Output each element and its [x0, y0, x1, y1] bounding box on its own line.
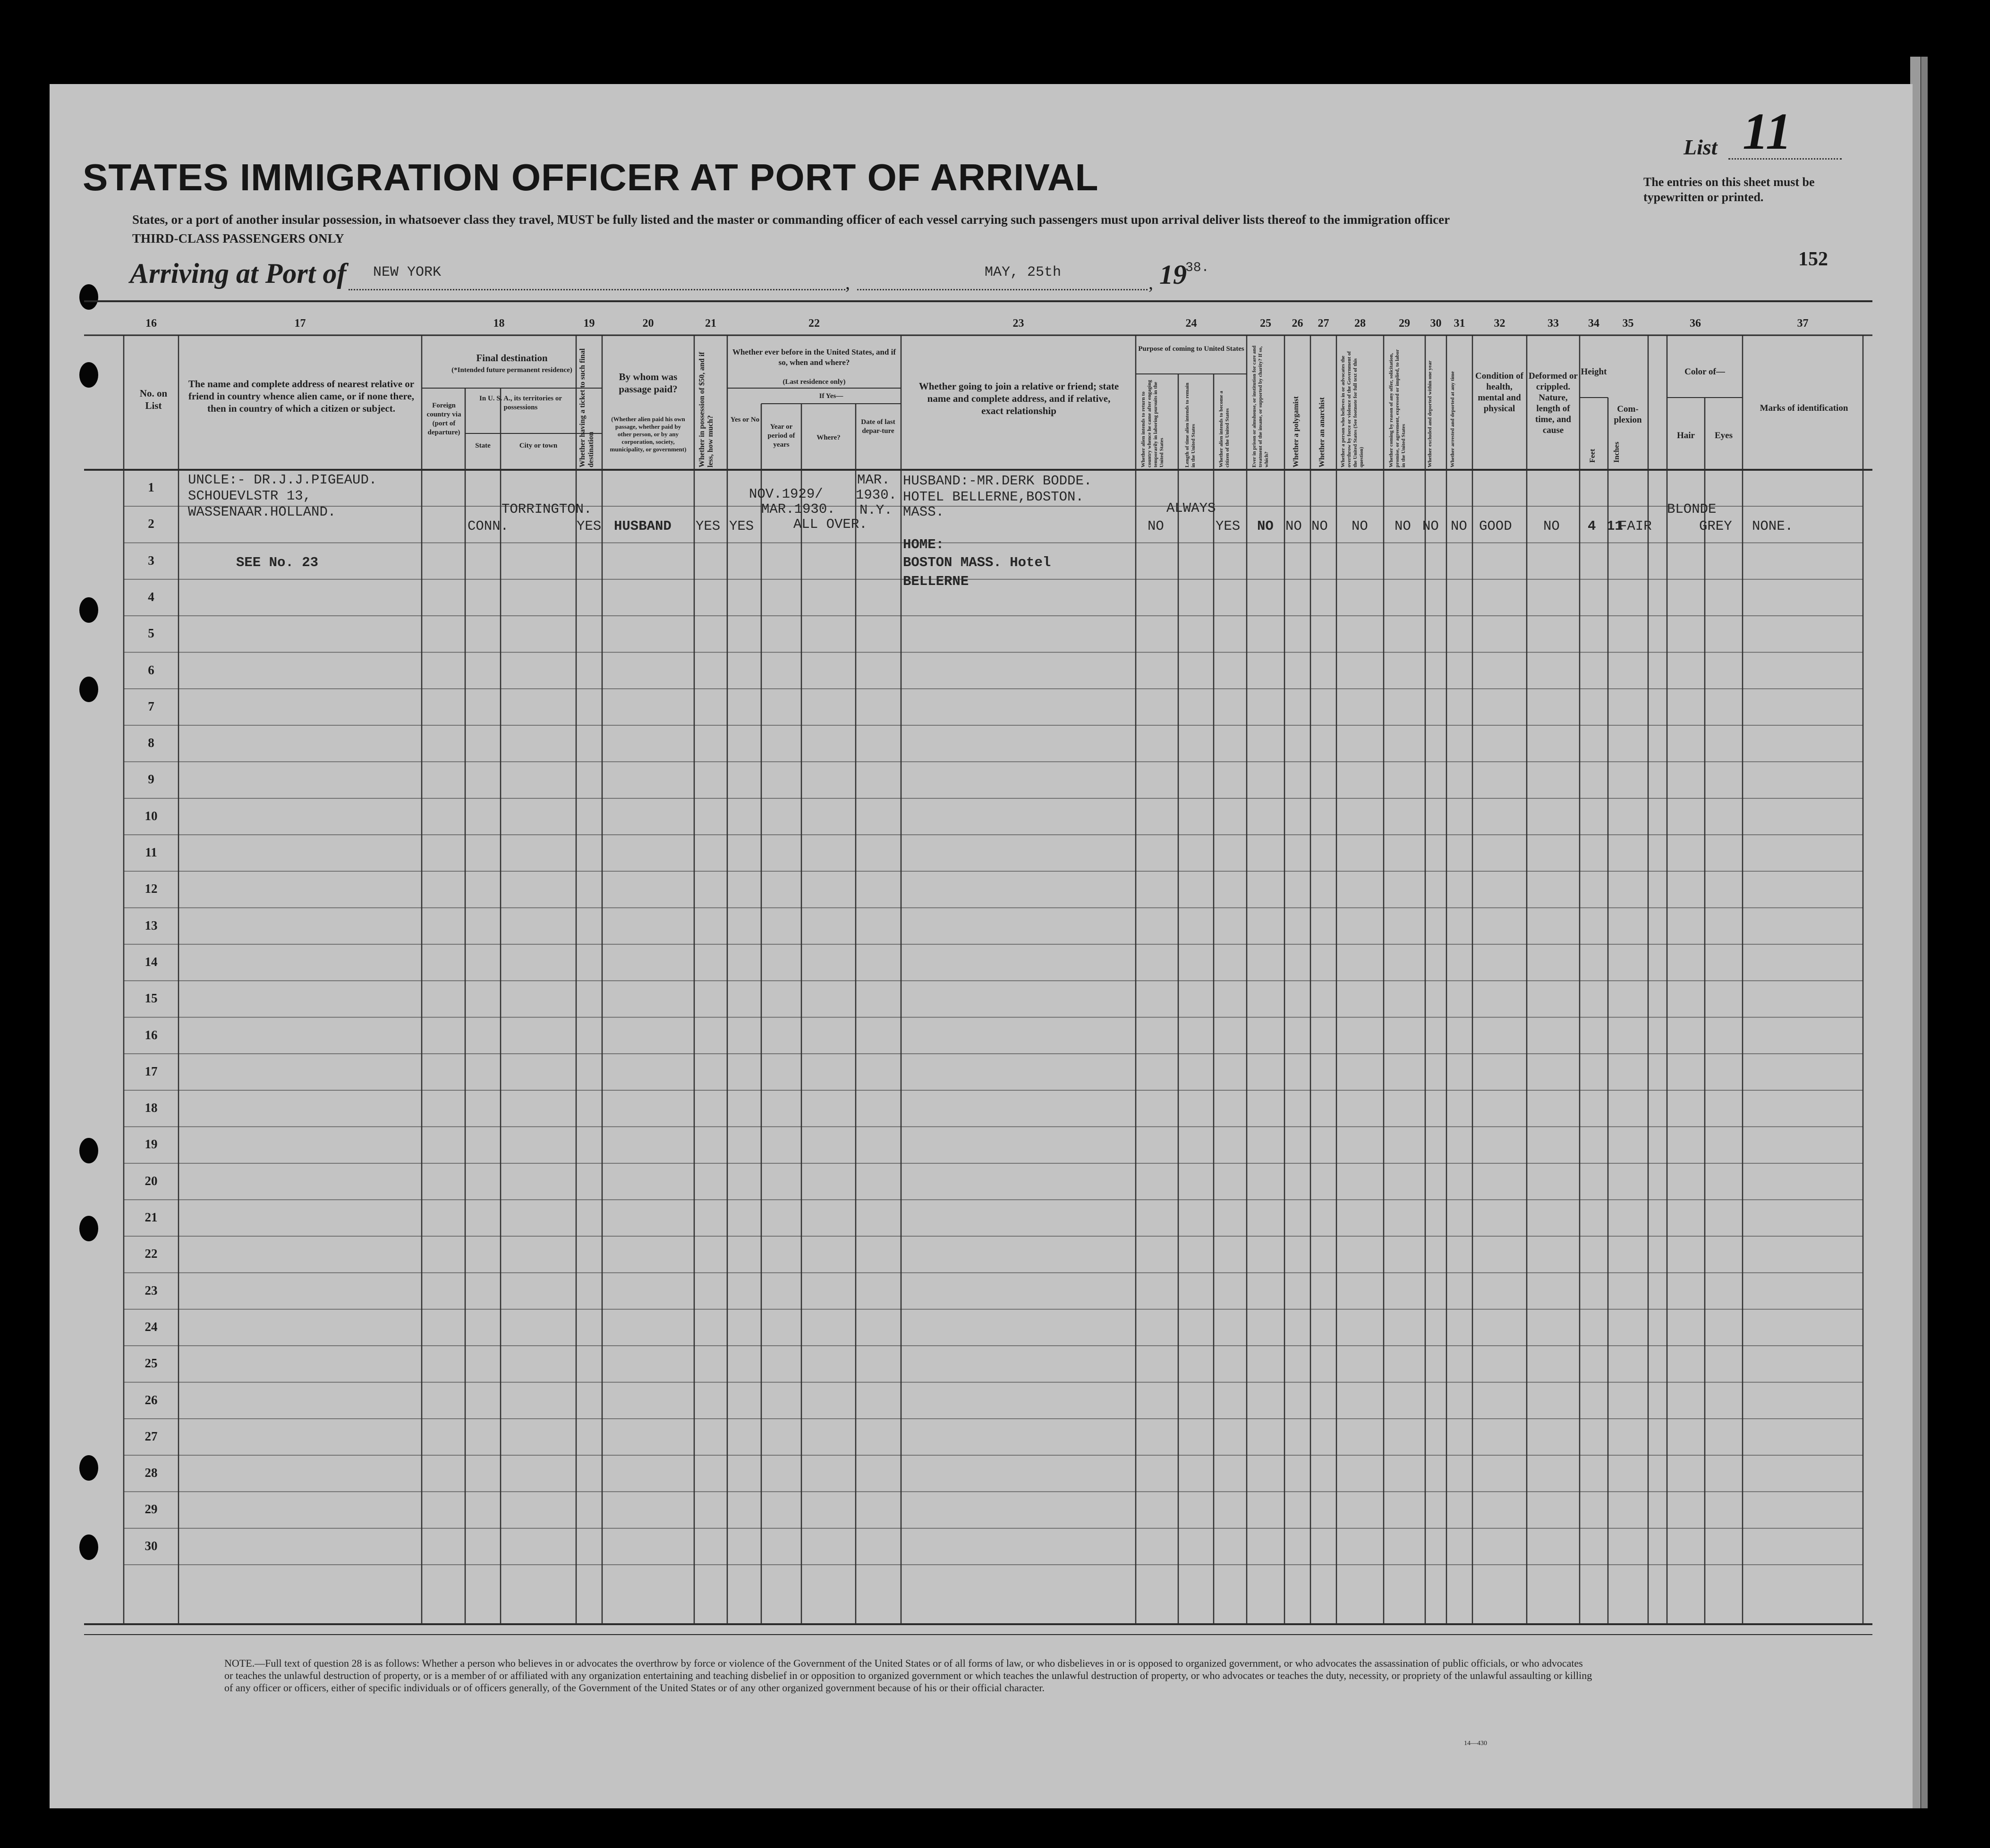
col-number: 34 [1588, 317, 1599, 330]
row-number: 12 [145, 882, 158, 896]
header-if-yes: If Yes— [819, 392, 843, 400]
header-passage-paid-note: (Whether alien paid his own passage, whether paid by other person, or by any corporation, society, municipality, or government) [610, 415, 687, 453]
col-number: 29 [1399, 317, 1410, 330]
header-purpose-length: Length of time alien intends to remain in the United States [1184, 382, 1196, 467]
row2-relative: SEE No. 23 [236, 555, 319, 570]
row1-q30: NO [1422, 518, 1439, 534]
header-q29: Whether coming by reason of any offer, solicitation, promise, or agreement, expressed or implied, to labor in the United States [1388, 349, 1406, 467]
row1-join-line3: MASS. [903, 504, 944, 520]
row-number: 10 [145, 808, 158, 823]
row2-join-line1: HOME: [903, 537, 944, 552]
header-ever-before-note: (Last residence only) [782, 378, 846, 386]
row-number: 18 [145, 1101, 158, 1115]
row1-anarchist: NO [1311, 518, 1328, 534]
header-deformed: Deformed or crippled. Nature, length of time, and cause [1529, 371, 1578, 435]
header-nearest-relative: The name and complete address of nearest relative or friend in country whence alien came, or if none there, then in country of which a citizen or subject. [188, 378, 415, 414]
date-comma: , [1148, 272, 1153, 293]
row-number: 24 [145, 1319, 158, 1334]
year-prefix: 19 [1159, 259, 1187, 290]
header-purpose: Purpose of coming to United States [1138, 345, 1244, 353]
header-final-destination-note: (*Intended future permanent residence) [451, 366, 572, 374]
form-subtitle: States, or a port of another insular possession, in whatsoever class they travel, MUST be fully listed and the master or commanding officer of each vessel carrying such passengers must upon arrival deliver lists thereof to the immigration officer [132, 212, 1450, 227]
header-polygamist: Whether a polygamist [1292, 396, 1300, 467]
row-number: 1 [148, 480, 154, 494]
row-number: 15 [145, 991, 158, 1006]
col-number: 19 [583, 317, 595, 330]
date-value: MAY, 25th [985, 264, 1062, 280]
header-where: Where? [816, 434, 841, 441]
row-number: 3 [148, 553, 154, 568]
year-suffix: 38. [1185, 261, 1209, 275]
list-number: 11 [1743, 102, 1792, 160]
header-ticket: Whether having a ticket to such final destination [578, 348, 595, 467]
header-foreign-country: Foreign country via (port of departure) [426, 402, 461, 436]
col-number: 35 [1622, 317, 1634, 330]
row-number: 19 [145, 1137, 158, 1152]
row1-q28: NO [1352, 518, 1368, 534]
row1-departure-line1: MAR. [857, 472, 890, 488]
row-number: 14 [145, 954, 158, 969]
header-feet: Feet [1589, 449, 1597, 463]
row2-join-line3: BELLERNE [903, 574, 969, 589]
header-q30: Whether excluded and deported within one year [1427, 360, 1433, 467]
col-number: 28 [1354, 317, 1366, 330]
row1-paid-by: HUSBAND [614, 518, 672, 534]
header-final-destination: Final destination [476, 352, 548, 364]
row1-join-line1: HUSBAND:-MR.DERK BODDE. [903, 473, 1092, 489]
row1-city: TORRINGTON. [502, 501, 592, 517]
header-in-usa: In U. S. A., its territories or possessions [479, 395, 562, 411]
row1-health: GOOD [1479, 518, 1512, 534]
row1-q31: NO [1451, 518, 1467, 534]
row1-prison: NO [1257, 518, 1274, 534]
page-number: 152 [1798, 248, 1828, 270]
header-marks: Marks of identification [1760, 403, 1848, 413]
row1-purpose-citizen: YES [1216, 518, 1241, 534]
col-number: 32 [1494, 317, 1505, 330]
col-number: 33 [1548, 317, 1559, 330]
row1-ticket: YES [577, 518, 602, 534]
row1-years-line2: MAR.1930. [761, 501, 835, 517]
row1-join-line2: HOTEL BELLERNE,BOSTON. [903, 489, 1084, 505]
col-number: 20 [642, 317, 654, 330]
row1-years-line1: NOV.1929/ [749, 486, 823, 502]
header-state: State [475, 442, 491, 449]
arriving-label: Arriving at Port of [130, 258, 347, 289]
row-number: 20 [145, 1173, 158, 1188]
col-number: 25 [1260, 317, 1271, 330]
port-comma: , [845, 272, 850, 293]
form-title: STATES IMMIGRATION OFFICER AT PORT OF ARRIVAL [83, 156, 1099, 198]
row-number: 23 [145, 1283, 158, 1297]
header-city: City or town [519, 442, 558, 449]
header-eyes: Eyes [1715, 431, 1733, 441]
header-ever-before: Whether ever before in the United States, and if so, when and where? [732, 348, 896, 367]
col-number: 30 [1430, 317, 1442, 330]
header-yes-no: Yes or No [730, 416, 760, 424]
header-q31: Whether arrested and deported at any time [1450, 371, 1455, 467]
col-number: 27 [1318, 317, 1329, 330]
col-number: 23 [1012, 317, 1024, 330]
col-number: 24 [1185, 317, 1197, 330]
header-passage-paid: By whom was passage paid? [619, 371, 678, 395]
row-number: 21 [145, 1210, 158, 1224]
header-height: Height [1581, 367, 1607, 377]
header-color-of: Color of— [1684, 367, 1725, 377]
row1-q29: NO [1395, 518, 1411, 534]
col-number: 16 [145, 317, 157, 330]
row1-relative-line3: WASSENAAR.HOLLAND. [188, 504, 336, 520]
header-purpose-citizen: Whether alien intends to become a citizen of the United States [1218, 390, 1230, 467]
col-number: 22 [808, 317, 820, 330]
row1-before: YES [729, 518, 754, 534]
header-money: Whether in possession of $50, and if less, how much? [698, 352, 714, 467]
row1-where: ALL OVER. [793, 517, 867, 532]
row1-purpose-return: NO [1148, 518, 1164, 534]
header-inches: Inches [1613, 441, 1621, 463]
row-number: 6 [148, 662, 154, 677]
row1-state: CONN. [468, 518, 509, 534]
header-no-on-list: No. on List [139, 388, 168, 411]
row1-hair: BLONDE [1667, 501, 1717, 517]
row-number: 26 [145, 1392, 158, 1407]
row1-height-feet: 4 [1588, 518, 1596, 534]
port-value: NEW YORK [373, 264, 442, 280]
entries-note: The entries on this sheet must be typewritten or printed. [1643, 175, 1815, 204]
row1-polygamist: NO [1285, 518, 1302, 534]
header-purpose-return: Whether alien intends to return to country whence he came after engaging temporarily in laboring pursuits in the United States [1140, 380, 1165, 467]
form-number: 14—430 [1464, 1740, 1487, 1747]
row1-departure-line2: 1930. [856, 487, 897, 503]
header-hair: Hair [1677, 431, 1695, 441]
row1-relative-line1: UNCLE:- DR.J.J.PIGEAUD. [188, 472, 377, 488]
row-number: 25 [145, 1356, 158, 1371]
row-number: 2 [148, 517, 154, 531]
header-complexion: Com-plexion [1614, 404, 1642, 425]
row1-departure-line3: N.Y. [859, 502, 893, 518]
row-number: 29 [145, 1502, 158, 1517]
row1-complexion: FAIR [1619, 518, 1652, 534]
header-anarchist: Whether an anarchist [1318, 397, 1326, 467]
row-number: 17 [145, 1064, 158, 1078]
col-number: 21 [705, 317, 716, 330]
row1-relative-line2: SCHOUEVLSTR 13, [188, 488, 312, 504]
row-number: 11 [145, 845, 157, 859]
row-number: 13 [145, 918, 158, 932]
header-last-departure: Date of last depar-ture [861, 418, 895, 435]
row1-marks: NONE. [1752, 518, 1794, 534]
header-year: Year or period of years [767, 423, 795, 449]
row1-height-inches: 11 [1607, 518, 1623, 534]
col-number: 18 [493, 317, 505, 330]
footnote-question-28: NOTE.—Full text of question 28 is as follows: Whether a person who believes in or advocates the overthrow by force or violence of the Government of the United States or of all forms of law, or who disbelieves in or is opposed to organized government, or who advocates the assassination of public officials, or who advocates or teaches the unlawful destruction of property, or is a member of or affiliated with any organization entertaining and teaching disbelief in or opposition to organized government or which teaches the unlawful destruction of property, or who advocates or teaches the duty, necessity, or propriety of the unlawful assaulting or killing of any officer or officers, either of specific individuals or of officers generally, of the Government of the United States or of any other organized government because of his or their official character. [224, 1657, 1592, 1694]
col-number: 37 [1797, 317, 1809, 330]
header-q28: Whether a person who believes in or advocates the overthrow by force or violence of the Government of the United States (See footnote for full text of this question) [1340, 351, 1364, 467]
row-number: 22 [145, 1246, 158, 1261]
class-note: THIRD-CLASS PASSENGERS ONLY [132, 231, 344, 246]
col-number: 36 [1690, 317, 1701, 330]
col-number: 26 [1292, 317, 1303, 330]
row-number: 8 [148, 736, 154, 750]
list-label: List [1684, 135, 1718, 159]
row1-deformed: NO [1543, 518, 1560, 534]
header-join-relative: Whether going to join a relative or friend; state name and complete address, and if relative, exact relationship [918, 381, 1119, 416]
row2-join-line2: BOSTON MASS. Hotel [903, 555, 1051, 570]
row-number: 30 [145, 1538, 158, 1553]
row-number: 5 [148, 626, 154, 641]
header-health: Condition of health, mental and physical [1475, 371, 1523, 414]
row-number: 27 [145, 1429, 158, 1443]
row1-eyes: GREY [1699, 518, 1732, 534]
row-number: 28 [145, 1466, 158, 1480]
row1-purpose-length: ALWAYS [1166, 500, 1216, 516]
row-number: 16 [145, 1027, 158, 1042]
col-number: 31 [1454, 317, 1465, 330]
row-number: 7 [148, 699, 154, 713]
col-number: 17 [294, 317, 306, 330]
header-prison: Ever in prison or almshouse, or institution for care and treatment of the insane, or supported by charity? If so, which? [1251, 345, 1269, 467]
row-number: 9 [148, 772, 154, 787]
row-number: 4 [148, 589, 154, 604]
row1-money: YES [696, 518, 721, 534]
